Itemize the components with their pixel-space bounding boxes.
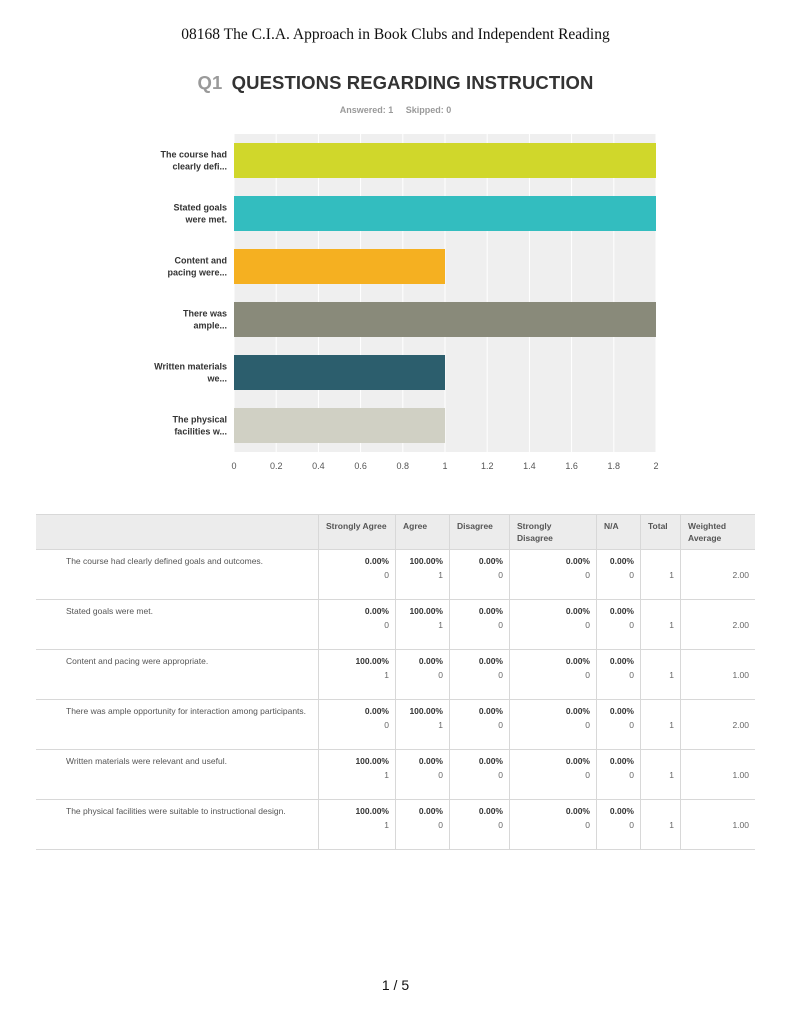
- response-cell: [597, 600, 641, 650]
- percent-value: 0.00%: [478, 606, 503, 616]
- percent-value: 0.00%: [565, 556, 590, 566]
- percent-value: 0.00%: [418, 756, 443, 766]
- response-cell: [510, 700, 597, 750]
- percent-value: 100.00%: [355, 756, 389, 766]
- response-cell: [597, 750, 641, 800]
- percent-value: 0.00%: [364, 556, 389, 566]
- response-cell: [510, 600, 597, 650]
- response-cell: [597, 650, 641, 700]
- count-value: 0: [585, 820, 590, 830]
- category-label: The physical facilities w...: [172, 414, 227, 437]
- row-label: There was ample opportunity for interaction among participants.: [36, 700, 319, 750]
- count-value: 0: [498, 720, 503, 730]
- percent-value: 100.00%: [409, 706, 443, 716]
- page-number: 1 / 5: [381, 977, 410, 993]
- response-cell: [510, 750, 597, 800]
- row-label: Stated goals were met.: [36, 600, 319, 650]
- table-header-row: [36, 515, 755, 550]
- table-header-strongly-disagree: Strongly Disagree: [510, 515, 597, 550]
- count-value: 1: [438, 620, 443, 630]
- percent-value: 0.00%: [565, 806, 590, 816]
- percent-value: 0.00%: [609, 756, 634, 766]
- count-value: 0: [498, 570, 503, 580]
- response-cell: [597, 800, 641, 850]
- percent-value: 0.00%: [364, 706, 389, 716]
- percent-value: 0.00%: [565, 756, 590, 766]
- count-value: 1: [438, 570, 443, 580]
- response-cell: [597, 550, 641, 600]
- category-label: Stated goals were met.: [173, 202, 227, 225]
- document-header: 08168 The C.I.A. Approach in Book Clubs and Independent Reading: [181, 26, 610, 43]
- x-tick-label: 1.2: [480, 461, 494, 471]
- table-header-agree: Agree: [396, 515, 450, 550]
- x-tick-label: 1.8: [607, 461, 621, 471]
- response-cell: [396, 550, 450, 600]
- total-value: 1: [641, 550, 681, 600]
- response-cell: [450, 700, 510, 750]
- count-value: 0: [384, 570, 389, 580]
- weighted-average-value: 1.00: [681, 650, 756, 700]
- total-value: 1: [641, 750, 681, 800]
- percent-value: 0.00%: [565, 656, 590, 666]
- count-value: 0: [629, 820, 634, 830]
- count-value: 0: [438, 820, 443, 830]
- table-row: [36, 800, 755, 850]
- count-value: 0: [498, 770, 503, 780]
- response-cell: [396, 750, 450, 800]
- percent-value: 0.00%: [609, 656, 634, 666]
- row-label: The physical facilities were suitable to instructional design.: [36, 800, 319, 850]
- percent-value: 100.00%: [355, 656, 389, 666]
- total-value: 1: [641, 600, 681, 650]
- table-row: [36, 550, 755, 600]
- count-value: 0: [498, 620, 503, 630]
- category-label: Content and pacing were...: [167, 255, 227, 278]
- percent-value: 0.00%: [478, 806, 503, 816]
- bar: [234, 408, 445, 443]
- response-cell: [510, 650, 597, 700]
- weighted-average-value: 2.00: [681, 700, 756, 750]
- response-cell: [450, 650, 510, 700]
- category-label: There was ample...: [182, 308, 227, 331]
- question-number: Q1: [197, 72, 223, 93]
- table-header-empty: [36, 515, 319, 550]
- weighted-average-value: 2.00: [681, 550, 756, 600]
- category-label: The course had clearly defi...: [160, 149, 227, 172]
- bar: [234, 302, 656, 337]
- count-value: 0: [585, 770, 590, 780]
- response-cell: [319, 700, 396, 750]
- bar-chart: [0, 0, 791, 490]
- response-cell: [450, 600, 510, 650]
- response-cell: [396, 600, 450, 650]
- table-header-weighted-average: Weighted Average: [681, 515, 756, 550]
- percent-value: 100.00%: [409, 556, 443, 566]
- weighted-average-value: 2.00: [681, 600, 756, 650]
- count-value: 0: [585, 670, 590, 680]
- table-row: [36, 600, 755, 650]
- bar: [234, 143, 656, 178]
- answered-count: Answered: 1: [339, 105, 394, 115]
- response-cell: [510, 800, 597, 850]
- count-value: 0: [384, 620, 389, 630]
- percent-value: 0.00%: [418, 656, 443, 666]
- count-value: 1: [438, 720, 443, 730]
- question-title-text: QUESTIONS REGARDING INSTRUCTION: [231, 72, 594, 93]
- weighted-average-value: 1.00: [681, 750, 756, 800]
- percent-value: 0.00%: [609, 706, 634, 716]
- count-value: 0: [498, 670, 503, 680]
- percent-value: 0.00%: [478, 556, 503, 566]
- x-tick-label: 0.6: [354, 461, 367, 471]
- table-row: [36, 750, 755, 800]
- skipped-count: Skipped: 0: [405, 105, 452, 115]
- count-value: 0: [629, 770, 634, 780]
- bar: [234, 355, 445, 390]
- percent-value: 0.00%: [478, 756, 503, 766]
- table-row: [36, 700, 755, 750]
- weighted-average-value: 1.00: [681, 800, 756, 850]
- response-cell: [510, 550, 597, 600]
- response-cell: [319, 650, 396, 700]
- total-value: 1: [641, 700, 681, 750]
- response-cell: [450, 750, 510, 800]
- x-tick-label: 2: [653, 461, 659, 471]
- x-tick-label: 0.2: [269, 461, 283, 471]
- count-value: 0: [629, 720, 634, 730]
- response-cell: [396, 700, 450, 750]
- response-cell: [396, 650, 450, 700]
- percent-value: 100.00%: [355, 806, 389, 816]
- percent-value: 0.00%: [609, 556, 634, 566]
- x-tick-label: 0.4: [312, 461, 325, 471]
- percent-value: 0.00%: [478, 656, 503, 666]
- count-value: 0: [585, 720, 590, 730]
- total-value: 1: [641, 800, 681, 850]
- response-cell: [319, 750, 396, 800]
- percent-value: 0.00%: [478, 706, 503, 716]
- count-value: 1: [384, 820, 389, 830]
- count-value: 0: [585, 620, 590, 630]
- table-header-total: Total: [641, 515, 681, 550]
- response-cell: [319, 600, 396, 650]
- bar: [234, 249, 445, 284]
- percent-value: 0.00%: [565, 706, 590, 716]
- total-value: 1: [641, 650, 681, 700]
- x-tick-label: 1: [442, 461, 448, 471]
- table-header-strongly-agree: Strongly Agree: [319, 515, 396, 550]
- count-value: 0: [585, 570, 590, 580]
- response-table: [36, 514, 755, 850]
- bar: [234, 196, 656, 231]
- count-value: 1: [384, 670, 389, 680]
- response-cell: [450, 800, 510, 850]
- response-cell: [597, 700, 641, 750]
- x-tick-label: 1.6: [565, 461, 578, 471]
- response-cell: [319, 550, 396, 600]
- percent-value: 0.00%: [418, 806, 443, 816]
- count-value: 0: [629, 570, 634, 580]
- percent-value: 0.00%: [565, 606, 590, 616]
- table-row: [36, 650, 755, 700]
- count-value: 0: [438, 770, 443, 780]
- count-value: 0: [629, 670, 634, 680]
- response-cell: [396, 800, 450, 850]
- x-tick-label: 1.4: [523, 461, 536, 471]
- count-value: 0: [384, 720, 389, 730]
- row-label: Written materials were relevant and useful.: [36, 750, 319, 800]
- percent-value: 100.00%: [409, 606, 443, 616]
- count-value: 0: [629, 620, 634, 630]
- x-tick-label: 0.8: [396, 461, 410, 471]
- percent-value: 0.00%: [364, 606, 389, 616]
- percent-value: 0.00%: [609, 606, 634, 616]
- category-label: Written materials we...: [154, 361, 227, 384]
- count-value: 0: [498, 820, 503, 830]
- response-cell: [319, 800, 396, 850]
- row-label: Content and pacing were appropriate.: [36, 650, 319, 700]
- x-tick-label: 0: [231, 461, 237, 471]
- table-header-disagree: Disagree: [450, 515, 510, 550]
- row-label: The course had clearly defined goals and outcomes.: [36, 550, 319, 600]
- response-cell: [450, 550, 510, 600]
- percent-value: 0.00%: [609, 806, 634, 816]
- count-value: 1: [384, 770, 389, 780]
- table-header-na: N/A: [597, 515, 641, 550]
- count-value: 0: [438, 670, 443, 680]
